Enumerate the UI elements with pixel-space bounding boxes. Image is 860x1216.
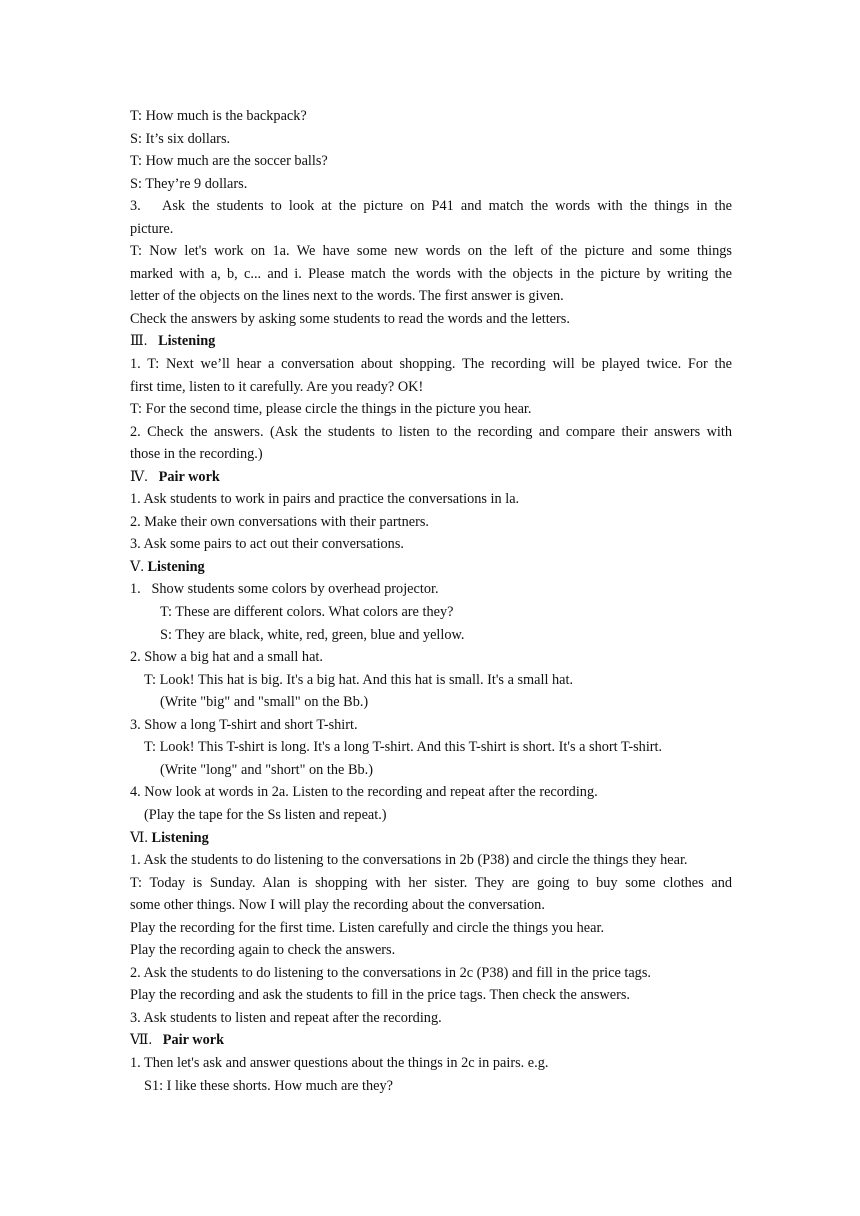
dialogue-line: S: They’re 9 dollars. (130, 175, 248, 192)
step-line: 1. Show students some colors by overhead projector. (130, 581, 439, 598)
note-line: (Write "big" and "small" on the Bb.) (160, 694, 369, 711)
instruction-line: letter of the objects on the lines next to the words. The first answer is given. (130, 288, 564, 305)
section-numeral: Ⅶ. (130, 1032, 163, 1049)
step-line: T: For the second time, please circle the things in the picture you hear. (130, 401, 532, 418)
step-line: first time, listen to it carefully. Are you ready? OK! (130, 378, 424, 395)
instruction-line: T: Now let's work on 1a. We have some new words on the left of the picture and some things (130, 243, 732, 260)
step-line: 1. T: Next we’ll hear a conversation about shopping. The recording will be played twice. For the (130, 356, 732, 373)
section-heading-7 (130, 1029, 732, 1052)
step-line: 2. Check the answers. (Ask the students to listen to the recording and compare their answers with (130, 423, 732, 440)
section-title: Pair work (158, 468, 220, 485)
section-numeral: Ⅴ. (130, 558, 148, 575)
dialogue-line: S: It’s six dollars. (130, 130, 231, 147)
dialogue-line: T: Look! This hat is big. It's a big hat. And this hat is small. It's a small hat. (144, 671, 574, 688)
dialogue-line: T: How much are the soccer balls? (130, 153, 328, 170)
step-line: 1. Then let's ask and answer questions about the things in 2c in pairs. e.g. (130, 1054, 549, 1071)
step-line: 4. Now look at words in 2a. Listen to the recording and repeat after the recording. (130, 784, 598, 801)
dialogue-line: T: How much is the backpack? (130, 108, 307, 124)
step-line: 3. Ask students to listen and repeat after the recording. (130, 1009, 442, 1026)
step-line: 3. Ask some pairs to act out their conversations. (130, 536, 404, 553)
section-heading-4 (130, 466, 732, 489)
step-line: 3. Show a long T-shirt and short T-shirt. (130, 716, 358, 733)
step-line: those in the recording.) (130, 446, 263, 463)
step-line: picture. (130, 220, 174, 237)
section-numeral: Ⅳ. (130, 468, 159, 485)
section-heading-6 (130, 827, 732, 850)
section-title: Pair work (162, 1032, 225, 1049)
instruction-line: Play the recording for the first time. Listen carefully and circle the things you hear. (130, 919, 605, 936)
instruction-line: Check the answers by asking some students to read the words and the letters. (130, 310, 570, 327)
step-line: 2. Show a big hat and a small hat. (130, 649, 323, 666)
note-line: (Play the tape for the Ss listen and repeat.) (144, 806, 387, 823)
dialogue-line: T: These are different colors. What colors are they? (160, 604, 454, 621)
step-line: 1. Ask the students to do listening to the conversations in 2b (P38) and circle the things they hear. (130, 852, 688, 869)
section-title: Listening (158, 333, 216, 350)
instruction-line: marked with a, b, c... and i. Please match the words with the objects in the picture by writing the (130, 265, 732, 282)
section-numeral: Ⅲ. (130, 333, 159, 350)
section-title: Listening (151, 829, 209, 846)
section-heading-5 (130, 556, 732, 579)
dialogue-line: T: Today is Sunday. Alan is shopping with her sister. They are going to buy some clothes and (130, 874, 732, 891)
step-line: 1. Ask students to work in pairs and practice the conversations in la. (130, 491, 520, 508)
section-numeral: Ⅵ. (130, 829, 152, 846)
dialogue-line: S1: I like these shorts. How much are they? (144, 1077, 393, 1094)
section-title: Listening (147, 558, 205, 575)
step-line: 3. Ask the students to look at the picture on P41 and match the words with the things in the (130, 198, 732, 215)
lesson-plan-text (130, 105, 732, 1097)
dialogue-line: some other things. Now I will play the recording about the conversation. (130, 897, 545, 914)
dialogue-line: T: Look! This T-shirt is long. It's a long T-shirt. And this T-shirt is short. It's a short T-shirt. (144, 739, 663, 756)
instruction-line: Play the recording again to check the answers. (130, 942, 396, 959)
instruction-line: Play the recording and ask the students to fill in the price tags. Then check the answers. (130, 987, 630, 1004)
dialogue-line: S: They are black, white, red, green, blue and yellow. (160, 626, 465, 643)
step-line: 2. Make their own conversations with their partners. (130, 513, 429, 530)
step-line: 2. Ask the students to do listening to the conversations in 2c (P38) and fill in the price tags. (130, 964, 651, 981)
section-heading-3 (130, 330, 732, 353)
note-line: (Write "long" and "short" on the Bb.) (160, 761, 373, 778)
